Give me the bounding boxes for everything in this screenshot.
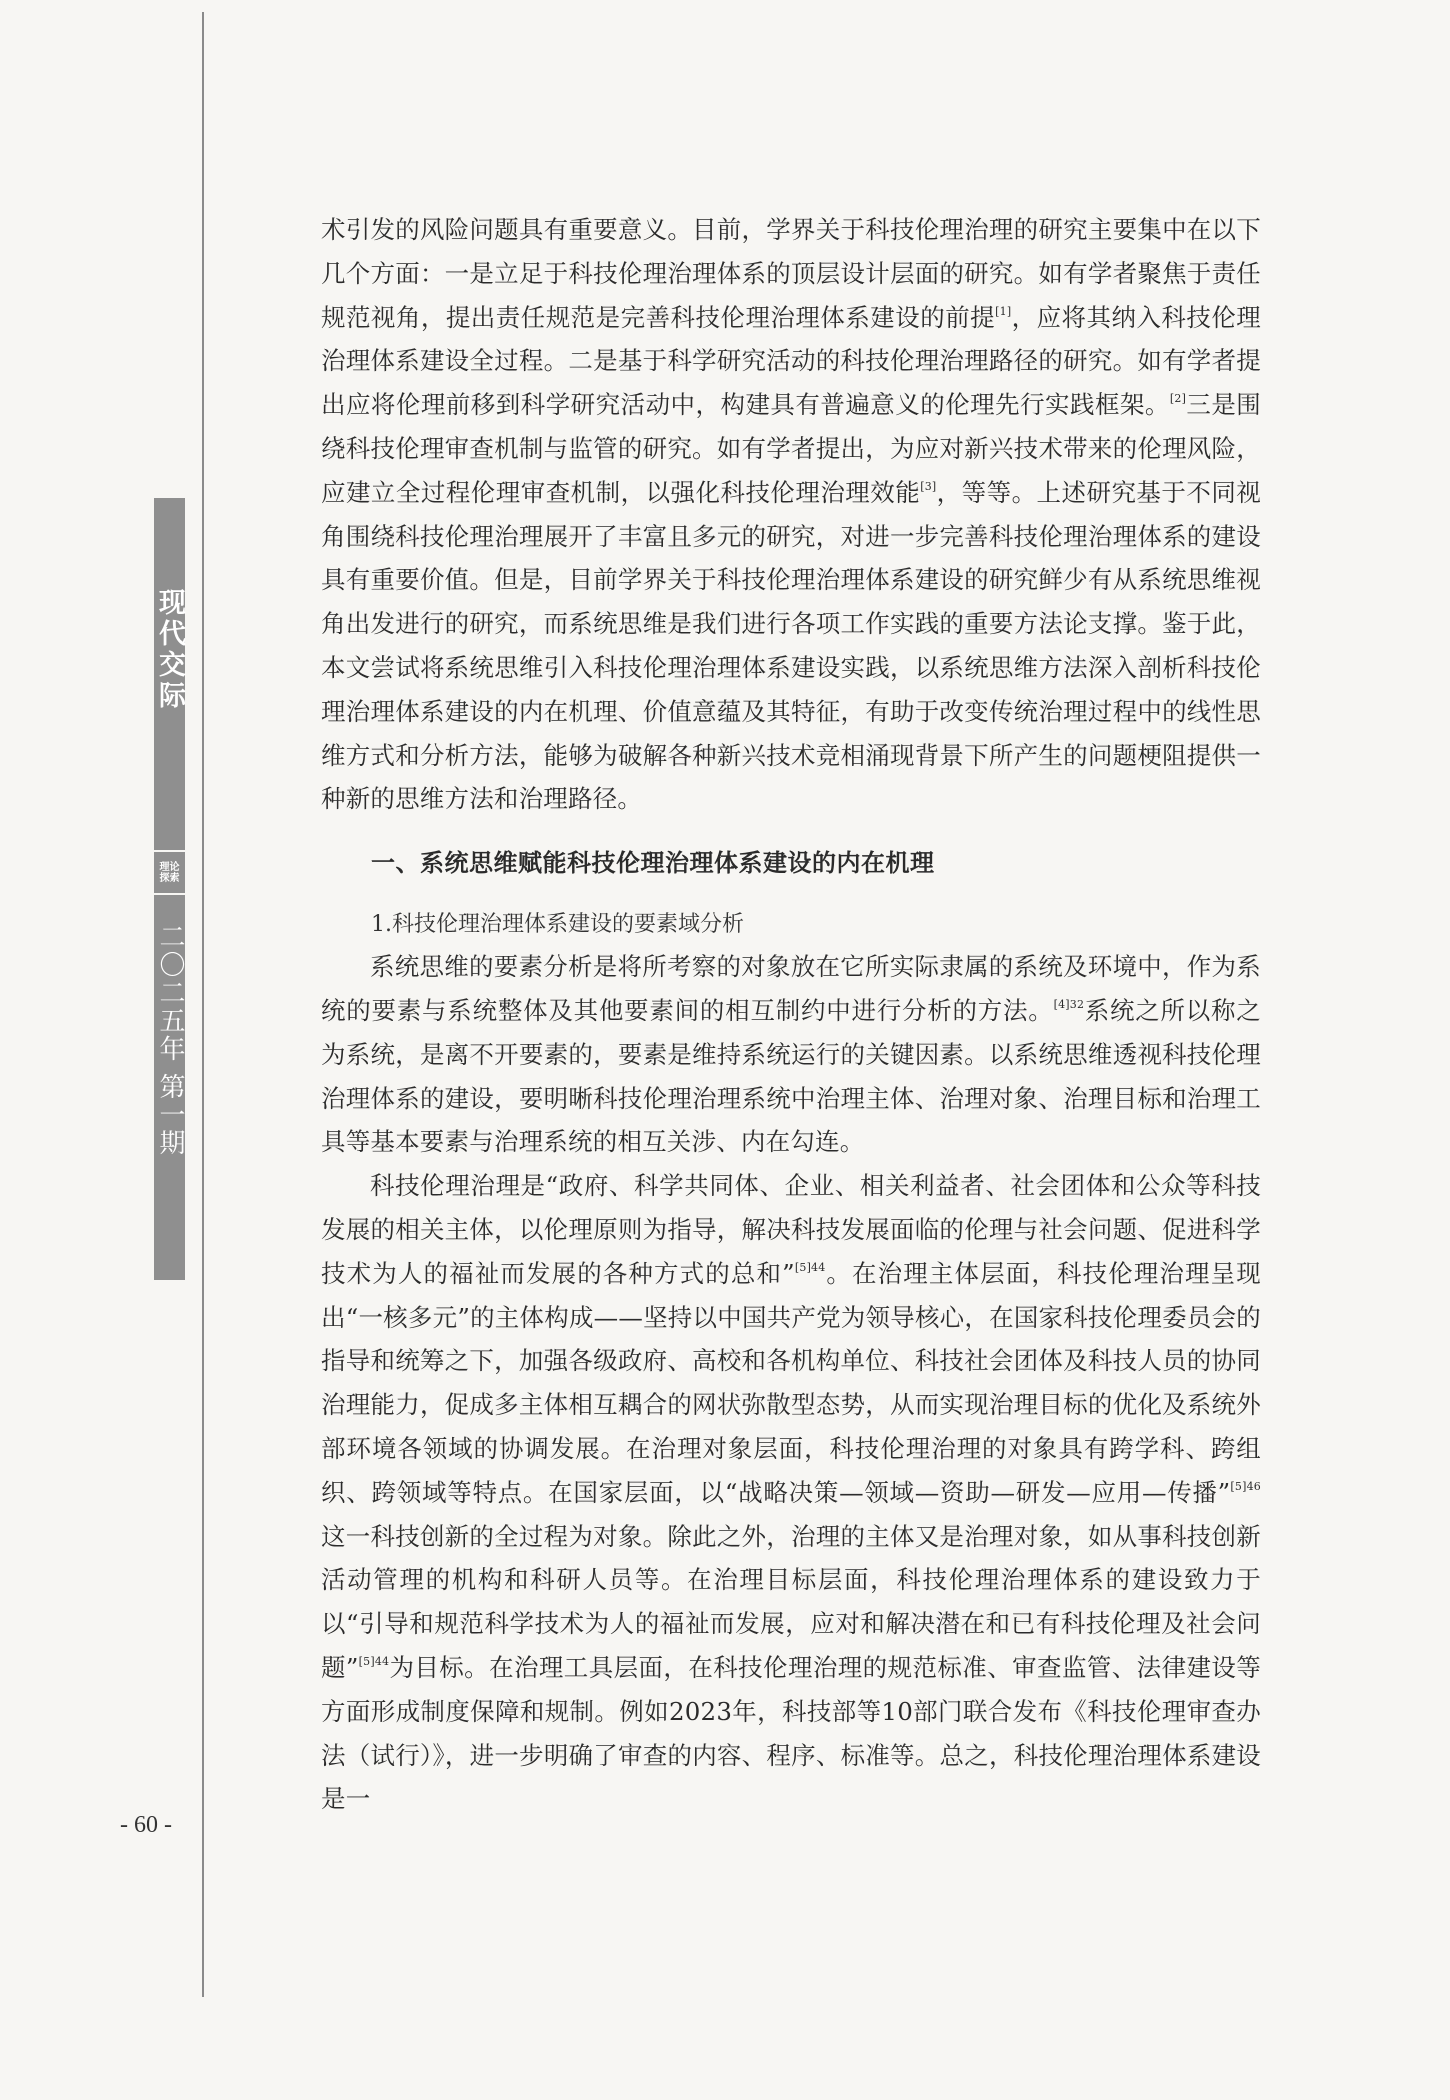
citation-ref: [2] [1169,392,1187,406]
paragraph [321,1164,1261,1821]
sidebar-divider [154,893,185,895]
citation-ref: [3] [920,479,937,493]
issue-label: 二〇二五年 第一期 [155,923,185,1158]
citation-ref: [5]44 [794,1260,826,1274]
paragraph-text: 系统思维的要素分析是将所考察的对象放在它所实际隶属的系统及环境中，作为系统的要素与系统整体及其他要素间的相互制约中进行分析的方法。 [321,952,1261,1025]
citation-ref: [5]46 [1230,1479,1261,1493]
paragraph-text: 。在治理主体层面，科技伦理治理呈现出“一核多元”的主体构成——坚持以中国共产党为领导核心，在国家科技伦理委员会的指导和统筹之下，加强各级政府、高校和各机构单位、科技社会团体及科技人员的协同治理能力，促成多主体相互耦合的网状弥散型态势，从而实现治理目标的优化及系统外部环境各领域的协调发展。在治理对象层面，科技伦理治理的对象具有跨学科、跨组织、跨领域等特点。在国家层面，以“战略决策—领域—资助—研发—应用—传播” [321,1258,1261,1507]
paragraph-text: 科技伦理治理是“政府、科学共同体、企业、相关利益者、社会团体和公众等科技发展的相关主体，以伦理原则为指导，解决科技发展面临的伦理与社会问题、促进科学技术为人的福祉而发展的各种方式的总和” [321,1171,1261,1288]
section-heading: 一、系统思维赋能科技伦理治理体系建设的内在机理 [371,849,935,878]
paragraph-text: 术引发的风险问题具有重要意义。目前，学界关于科技伦理治理的研究主要集中在以下几个方面：一是立足于科技伦理治理体系的顶层设计层面的研究。如有学者聚焦于责任规范视角，提出责任规范是完善科技伦理治理体系建设的前提 [321,215,1261,332]
article-body [321,208,1261,1821]
paragraph-text: 为目标。在治理工具层面，在科技伦理治理的规范标准、审查监管、法律建设等方面形成制度保障和规制。例如2023年，科技部等10部门联合发布《科技伦理审查办法（试行）》，进一步明确了审查的内容、程序、标准等。总之，科技伦理治理体系建设是一 [321,1652,1261,1814]
section-badge: 理论探索 [159,862,180,884]
sidebar-divider [154,850,185,852]
paragraph-text: ，等等。上述研究基于不同视角围绕科技伦理治理展开了丰富且多元的研究，对进一步完善科技伦理治理体系的建设具有重要价值。但是，目前学界关于科技伦理治理体系建设的研究鲜少有从系统思维视角出发进行的研究，而系统思维是我们进行各项工作实践的重要方法论支撑。鉴于此，本文尝试将系统思维引入科技伦理治理体系建设实践，以系统思维方法深入剖析科技伦理治理体系建设的内在机理、价值意蕴及其特征，有助于改变传统治理过程中的线性思维方式和分析方法，能够为破解各种新兴技术竞相涌现背景下所产生的问题梗阻提供一种新的思维方法和治理路径。 [321,477,1261,814]
subsection-heading: 1.科技伦理治理体系建设的要素域分析 [371,912,744,938]
paragraph-text: 这一科技创新的全过程为对象。除此之外，治理的主体又是治理对象，如从事科技创新活动管理的机构和科研人员等。在治理目标层面，科技伦理治理体系的建设致力于以“引导和规范科学技术为人的福祉而发展，应对和解决潜在和已有科技伦理及社会问题” [321,1521,1261,1682]
paragraph [321,208,1261,821]
citation-ref: [5]44 [358,1654,390,1668]
sidebar-tab [154,498,185,1280]
journal-name: 现代交际 [154,588,185,712]
margin-rule [202,12,204,1997]
page-number: - 60 - [120,1812,172,1838]
citation-ref: [4]32 [1053,997,1085,1011]
paragraph [321,945,1261,1164]
citation-ref: [1] [995,304,1012,318]
paragraph-text: 系统之所以称之为系统，是离不开要素的，要素是维持系统运行的关键因素。以系统思维透视科技伦理治理体系的建设，要明晰科技伦理治理系统中治理主体、治理对象、治理目标和治理工具等基本要素与治理系统的相互关涉、内在勾连。 [321,995,1261,1157]
paragraph-text: ，应将其纳入科技伦理治理体系建设全过程。二是基于科学研究活动的科技伦理治理路径的研究。如有学者提出应将伦理前移到科学研究活动中，构建具有普遍意义的伦理先行实践框架。 [321,302,1262,420]
paragraph-text: 三是围绕科技伦理审查机制与监管的研究。如有学者提出，为应对新兴技术带来的伦理风险，应建立全过程伦理审查机制，以强化科技伦理治理效能 [321,390,1261,507]
